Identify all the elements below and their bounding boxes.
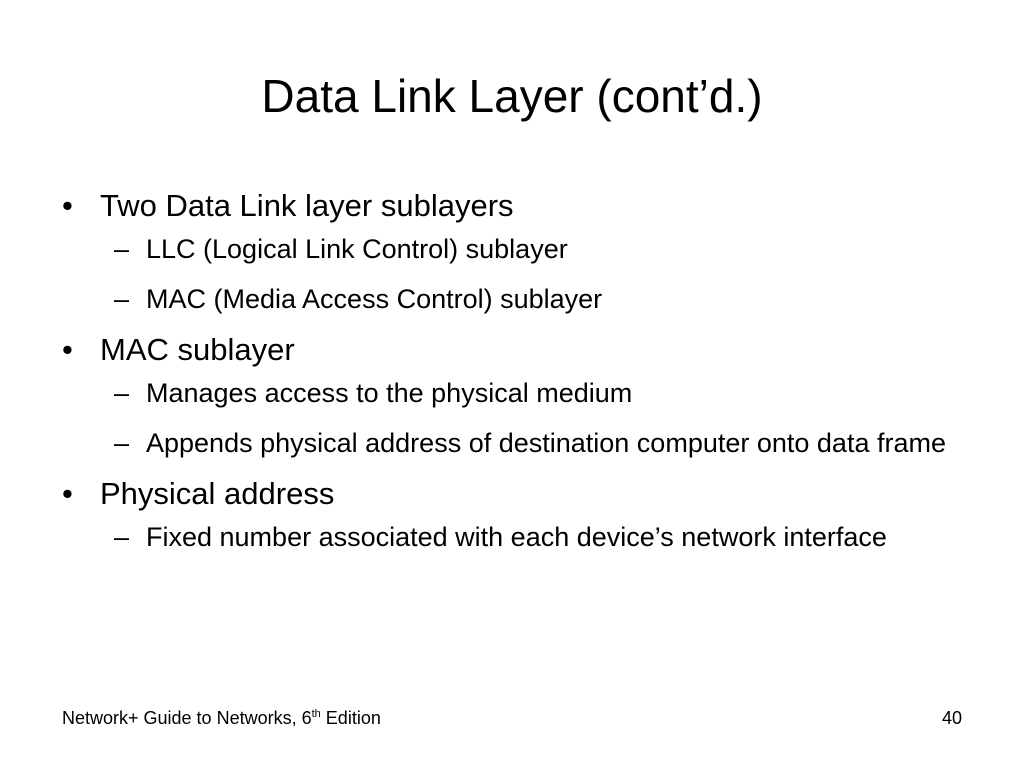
slide-title: Data Link Layer (cont’d.) — [261, 70, 763, 122]
bullet-item-1 — [62, 186, 962, 318]
sub-bullet-text: Manages access to the physical medium — [146, 378, 633, 408]
sub-bullet-marker: – — [114, 234, 130, 264]
sub-bullet-text: Appends physical address of destination computer onto data frame — [146, 428, 946, 458]
bullet-text: MAC sublayer — [100, 332, 295, 367]
bullet-marker: • — [62, 332, 73, 367]
sub-bullet-item — [100, 374, 962, 412]
sub-bullet-text: LLC (Logical Link Control) sublayer — [146, 234, 568, 264]
bullet-item-3 — [62, 474, 962, 556]
footer-source-prefix: Network+ Guide to Networks, 6 — [62, 708, 312, 728]
sub-bullet-list — [100, 518, 962, 556]
bullet-item-2 — [62, 330, 962, 462]
sub-bullet-text: MAC (Media Access Control) sublayer — [146, 284, 603, 314]
footer-source-suffix: Edition — [320, 708, 381, 728]
sub-bullet-marker: – — [114, 284, 130, 314]
bullet-marker: • — [62, 476, 73, 511]
bullet-marker: • — [62, 188, 73, 223]
sub-bullet-marker: – — [114, 522, 130, 552]
sub-bullet-marker: – — [114, 378, 130, 408]
sub-bullet-item — [100, 230, 962, 268]
sub-bullet-text: Fixed number associated with each device’s network interface — [146, 522, 887, 552]
bullet-text: Two Data Link layer sublayers — [100, 188, 514, 223]
sub-bullet-item — [100, 518, 962, 556]
sub-bullet-item — [100, 280, 962, 318]
page-number: 40 — [941, 708, 962, 728]
bullet-text: Physical address — [100, 476, 335, 511]
sub-bullet-list — [100, 230, 962, 318]
sub-bullet-marker: – — [114, 428, 130, 458]
footer-source-superscript: th — [311, 708, 321, 720]
sub-bullet-list — [100, 374, 962, 462]
bullet-list — [62, 186, 962, 568]
footer-source — [62, 706, 381, 730]
sub-bullet-item — [100, 424, 962, 462]
